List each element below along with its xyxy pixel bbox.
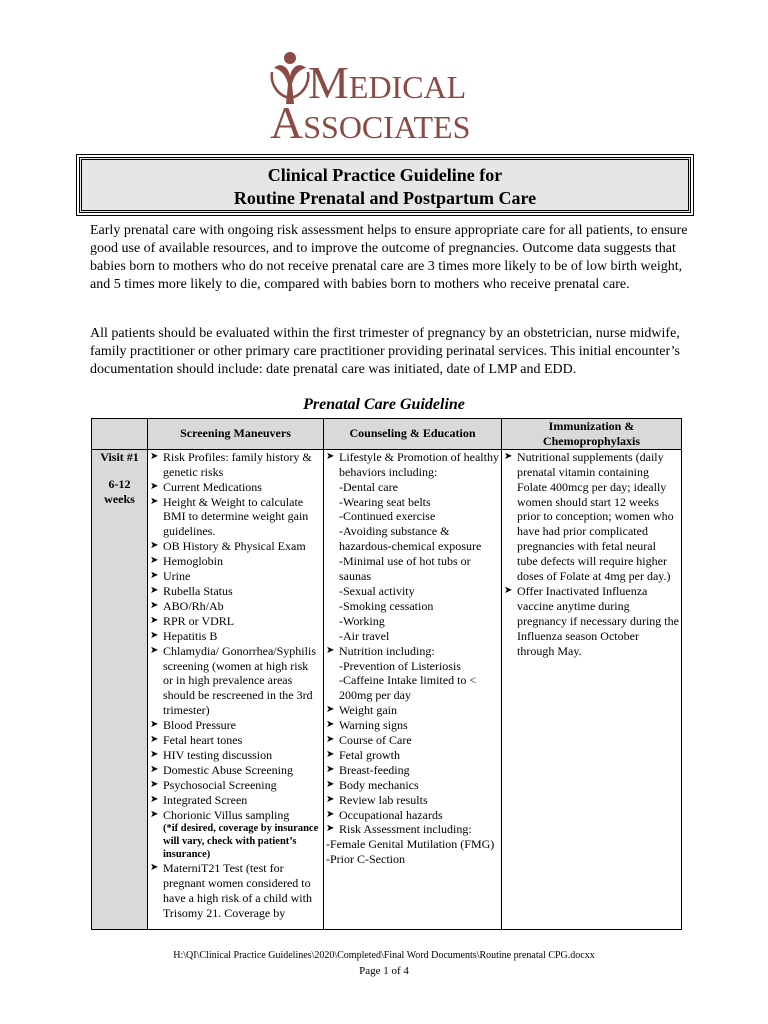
list-item: ➤ Fetal growth xyxy=(326,748,499,763)
list-item: ➤ Rubella Status xyxy=(150,584,321,599)
table-header-row xyxy=(92,419,682,450)
document-title-box xyxy=(79,157,691,213)
list-item: ➤ Domestic Abuse Screening xyxy=(150,763,321,778)
list-item: ➤ Psychosocial Screening xyxy=(150,778,321,793)
list-item: ➤ Course of Care xyxy=(326,733,499,748)
guideline-title: Prenatal Care Guideline xyxy=(303,396,465,413)
header-screening: Screening Maneuvers xyxy=(148,419,324,450)
list-item: ➤ Risk Profiles: family history & genetic risks xyxy=(150,450,321,480)
visit-cell xyxy=(92,449,148,929)
list-item: -Minimal use of hot tubs or saunas xyxy=(339,554,471,584)
list-item: ➤ Offer Inactivated Influenza vaccine anytime during pregnancy if necessary during the Influenza season October through May. xyxy=(504,584,679,659)
list-item: ➤ Chlamydia/ Gonorrhea/Syphilis screening (women at high risk or in high prevalence areas should be rescreened in the 3rd trimester) xyxy=(150,644,321,719)
footer-page-number: Page 1 of 4 xyxy=(359,965,409,977)
list-item: ➤ Blood Pressure xyxy=(150,718,321,733)
list-item: ➤ Lifestyle & Promotion of healthy behaviors including: xyxy=(326,450,499,480)
counseling-list xyxy=(326,450,499,867)
list-item: ➤ Hemoglobin xyxy=(150,554,321,569)
list-item: ➤ Nutritional supplements (daily prenatal vitamin containing Folate 400mcg per day; ideally women should start 12 weeks prior to conception; women who have had prior complicated pregnancies with fetal neural tube defects will require higher doses of Folate at 4mg per day.) xyxy=(504,450,679,584)
title-line-1: Clinical Practice Guideline for xyxy=(267,165,503,185)
list-item: ➤ Current Medications xyxy=(150,480,321,495)
list-item: -Prior C-Section xyxy=(326,852,405,867)
visit-weeks: 6-12 weeks xyxy=(104,476,135,506)
list-item: ➤ Hepatitis B xyxy=(150,629,321,644)
list-item: ➤ Weight gain xyxy=(326,703,499,718)
immunization-list xyxy=(504,450,679,659)
list-item: -Smoking cessation xyxy=(339,598,434,613)
list-item: ➤ RPR or VDRL xyxy=(150,614,321,629)
list-item: ➤ Chorionic Villus sampling xyxy=(150,808,321,823)
prenatal-care-table xyxy=(91,418,682,930)
list-item: ➤ ABO/Rh/Ab xyxy=(150,599,321,614)
list-item: ➤ OB History & Physical Exam xyxy=(150,539,321,554)
footer-file-path: H:\QI\Clinical Practice Guidelines\2020\Completed\Final Word Documents\Routine prenatal CPG.docxx xyxy=(173,950,595,961)
list-item: ➤ HIV testing discussion xyxy=(150,748,321,763)
screening-cell xyxy=(148,449,324,929)
list-item: ➤ Warning signs xyxy=(326,718,499,733)
screening-list xyxy=(150,450,321,921)
list-item: ➤ Urine xyxy=(150,569,321,584)
list-item: -Air travel xyxy=(339,628,390,643)
logo-line-2: Associates xyxy=(270,97,471,148)
list-item: ➤ Body mechanics xyxy=(326,778,499,793)
logo-line-1: Medical xyxy=(308,57,467,108)
list-item: -Working xyxy=(339,613,385,628)
list-item: ➤ Height & Weight to calculate BMI to determine weight gain guidelines. xyxy=(150,495,321,540)
list-item: ➤ Occupational hazards xyxy=(326,808,499,823)
list-item: ➤ Integrated Screen xyxy=(150,793,321,808)
list-item: -Dental care xyxy=(339,479,398,494)
list-item: -Caffeine Intake limited to < 200mg per day xyxy=(339,673,477,703)
list-item: -Avoiding substance & hazardous-chemical exposure xyxy=(339,524,482,554)
list-item: -Wearing seat belts xyxy=(339,494,431,509)
list-item: ➤ Breast-feeding xyxy=(326,763,499,778)
header-blank xyxy=(92,419,148,450)
list-item: ➤ Fetal heart tones xyxy=(150,733,321,748)
list-item: -Sexual activity xyxy=(339,583,415,598)
list-item: (*if desired, coverage by insurance will vary, check with patient’s insurance) xyxy=(163,823,319,861)
immunization-cell xyxy=(502,449,682,929)
header-immunization: Immunization & Chemoprophylaxis xyxy=(502,419,682,450)
counseling-cell xyxy=(324,449,502,929)
medical-associates-logo xyxy=(268,44,508,148)
list-item: ➤ Risk Assessment including: xyxy=(326,822,499,837)
list-item: ➤ Review lab results xyxy=(326,793,499,808)
evaluation-paragraph: All patients should be evaluated within the first trimester of pregnancy by an obstetrician, nurse midwife, family practitioner or other primary care practitioner providing perinatal services. This initial encounter’s documentation should include: date prenatal care was initiated, date of LMP and EDD. xyxy=(90,326,680,377)
list-item: ➤ Nutrition including: xyxy=(326,644,499,659)
list-item: -Prevention of Listeriosis xyxy=(339,658,461,673)
intro-paragraph: Early prenatal care with ongoing risk assessment helps to ensure appropriate care for all patients, to ensure good use of available resources, and to improve the outcome of pregnancies. Outcome data suggests that babies born to mothers who do not receive prenatal care are 3 times more likely to be of low birth weight, and 5 times more likely to die, compared with babies born to mothers who receive prenatal care. xyxy=(90,223,688,292)
table-row xyxy=(92,449,682,929)
list-item: -Continued exercise xyxy=(339,509,436,524)
list-item: -Female Genital Mutilation (FMG) xyxy=(326,837,495,852)
title-line-2: Routine Prenatal and Postpartum Care xyxy=(233,188,537,208)
header-counseling: Counseling & Education xyxy=(324,419,502,450)
list-item: ➤ MaterniT21 Test (test for pregnant women considered to have a high risk of a child with Trisomy 21. Coverage by xyxy=(150,861,321,921)
visit-label: Visit #1 xyxy=(100,449,139,464)
